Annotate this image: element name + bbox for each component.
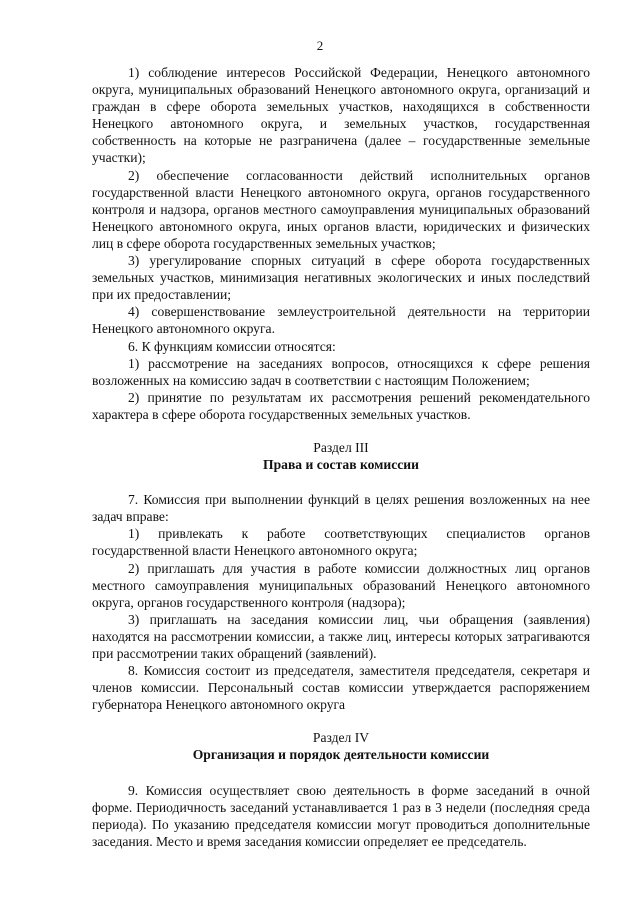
page-number: 2 bbox=[316, 38, 324, 53]
paragraph-goal-2: 2) обеспечение согласованности действий исполнительных органов государственной власти Ненецкого автономного округа, органов государственного контроля и надзора, органов местного самоуправления муниципальных образований Ненецкого автономного округа, иных органов власти, юридических и физических лиц в сфере оборота государственных земельных участков; bbox=[92, 167, 590, 251]
paragraph-item-9: 9. Комиссия осуществляет свою деятельность в форме заседаний в очной форме. Периодичность заседаний устанавливается 1 раз в 3 недели (последняя среда периода). По указанию председателя комиссии могут проводиться дополнительные заседания. Место и время заседания комиссии определяет ее председатель. bbox=[92, 782, 590, 849]
paragraph-item-8: 8. Комиссия состоит из председателя, заместителя председателя, секретаря и членов комиссии. Персональный состав комиссии утверждается распоряжением губернатора Ненецкого автономного округа bbox=[92, 663, 590, 713]
paragraph-item-7: 7. Комиссия при выполнении функций в целях решения возложенных на нее задач вправе: bbox=[92, 492, 590, 525]
section-3-title: Права и состав комиссии bbox=[263, 457, 419, 473]
paragraph-right-2: 2) приглашать для участия в работе комиссии должностных лиц органов местного самоуправления муниципальных образований Ненецкого автономного округа, органов государственного контроля (надзора); bbox=[92, 560, 590, 610]
paragraph-goal-4: 4) совершенствование землеустроительной деятельности на территории Ненецкого автономного округа. bbox=[92, 304, 590, 337]
document-body bbox=[92, 64, 590, 850]
section-3-label: Раздел III bbox=[313, 439, 369, 455]
paragraph-goal-1: 1) соблюдение интересов Российской Федерации, Ненецкого автономного округа, муниципальных образований Ненецкого автономного округа, организаций и граждан в сфере оборота земельных участков, находящихся в собственности Ненецкого автономного округа, и земельных участков, государственная собственность на которые не разграничена (далее – государственные земельные участки); bbox=[92, 65, 590, 166]
paragraph-goal-3: 3) урегулирование спорных ситуаций в сфере оборота государственных земельных участков, минимизация негативных экологических и иных последствий при их предоставлении; bbox=[92, 253, 590, 303]
paragraph-function-1: 1) рассмотрение на заседаниях вопросов, относящихся к сфере решения возложенных на комиссию задач в соответствии с настоящим Положением; bbox=[92, 355, 590, 388]
paragraph-function-2: 2) принятие по результатам их рассмотрения решений рекомендательного характера в сфере оборота государственных земельных участков. bbox=[92, 389, 590, 422]
section-4-label: Раздел IV bbox=[312, 730, 370, 746]
paragraph-right-1: 1) привлекать к работе соответствующих специалистов органов государственной власти Ненецкого автономного округа; bbox=[92, 526, 590, 559]
paragraph-item-6: 6. К функциям комиссии относятся: bbox=[128, 338, 336, 354]
section-4-title: Организация и порядок деятельности комиссии bbox=[192, 747, 490, 763]
paragraph-right-3: 3) приглашать на заседания комиссии лиц, чьи обращения (заявления) находятся на рассмотрении комиссии, а также лиц, интересы которых затрагиваются при рассмотрении таких обращений (заявлений). bbox=[92, 611, 590, 661]
